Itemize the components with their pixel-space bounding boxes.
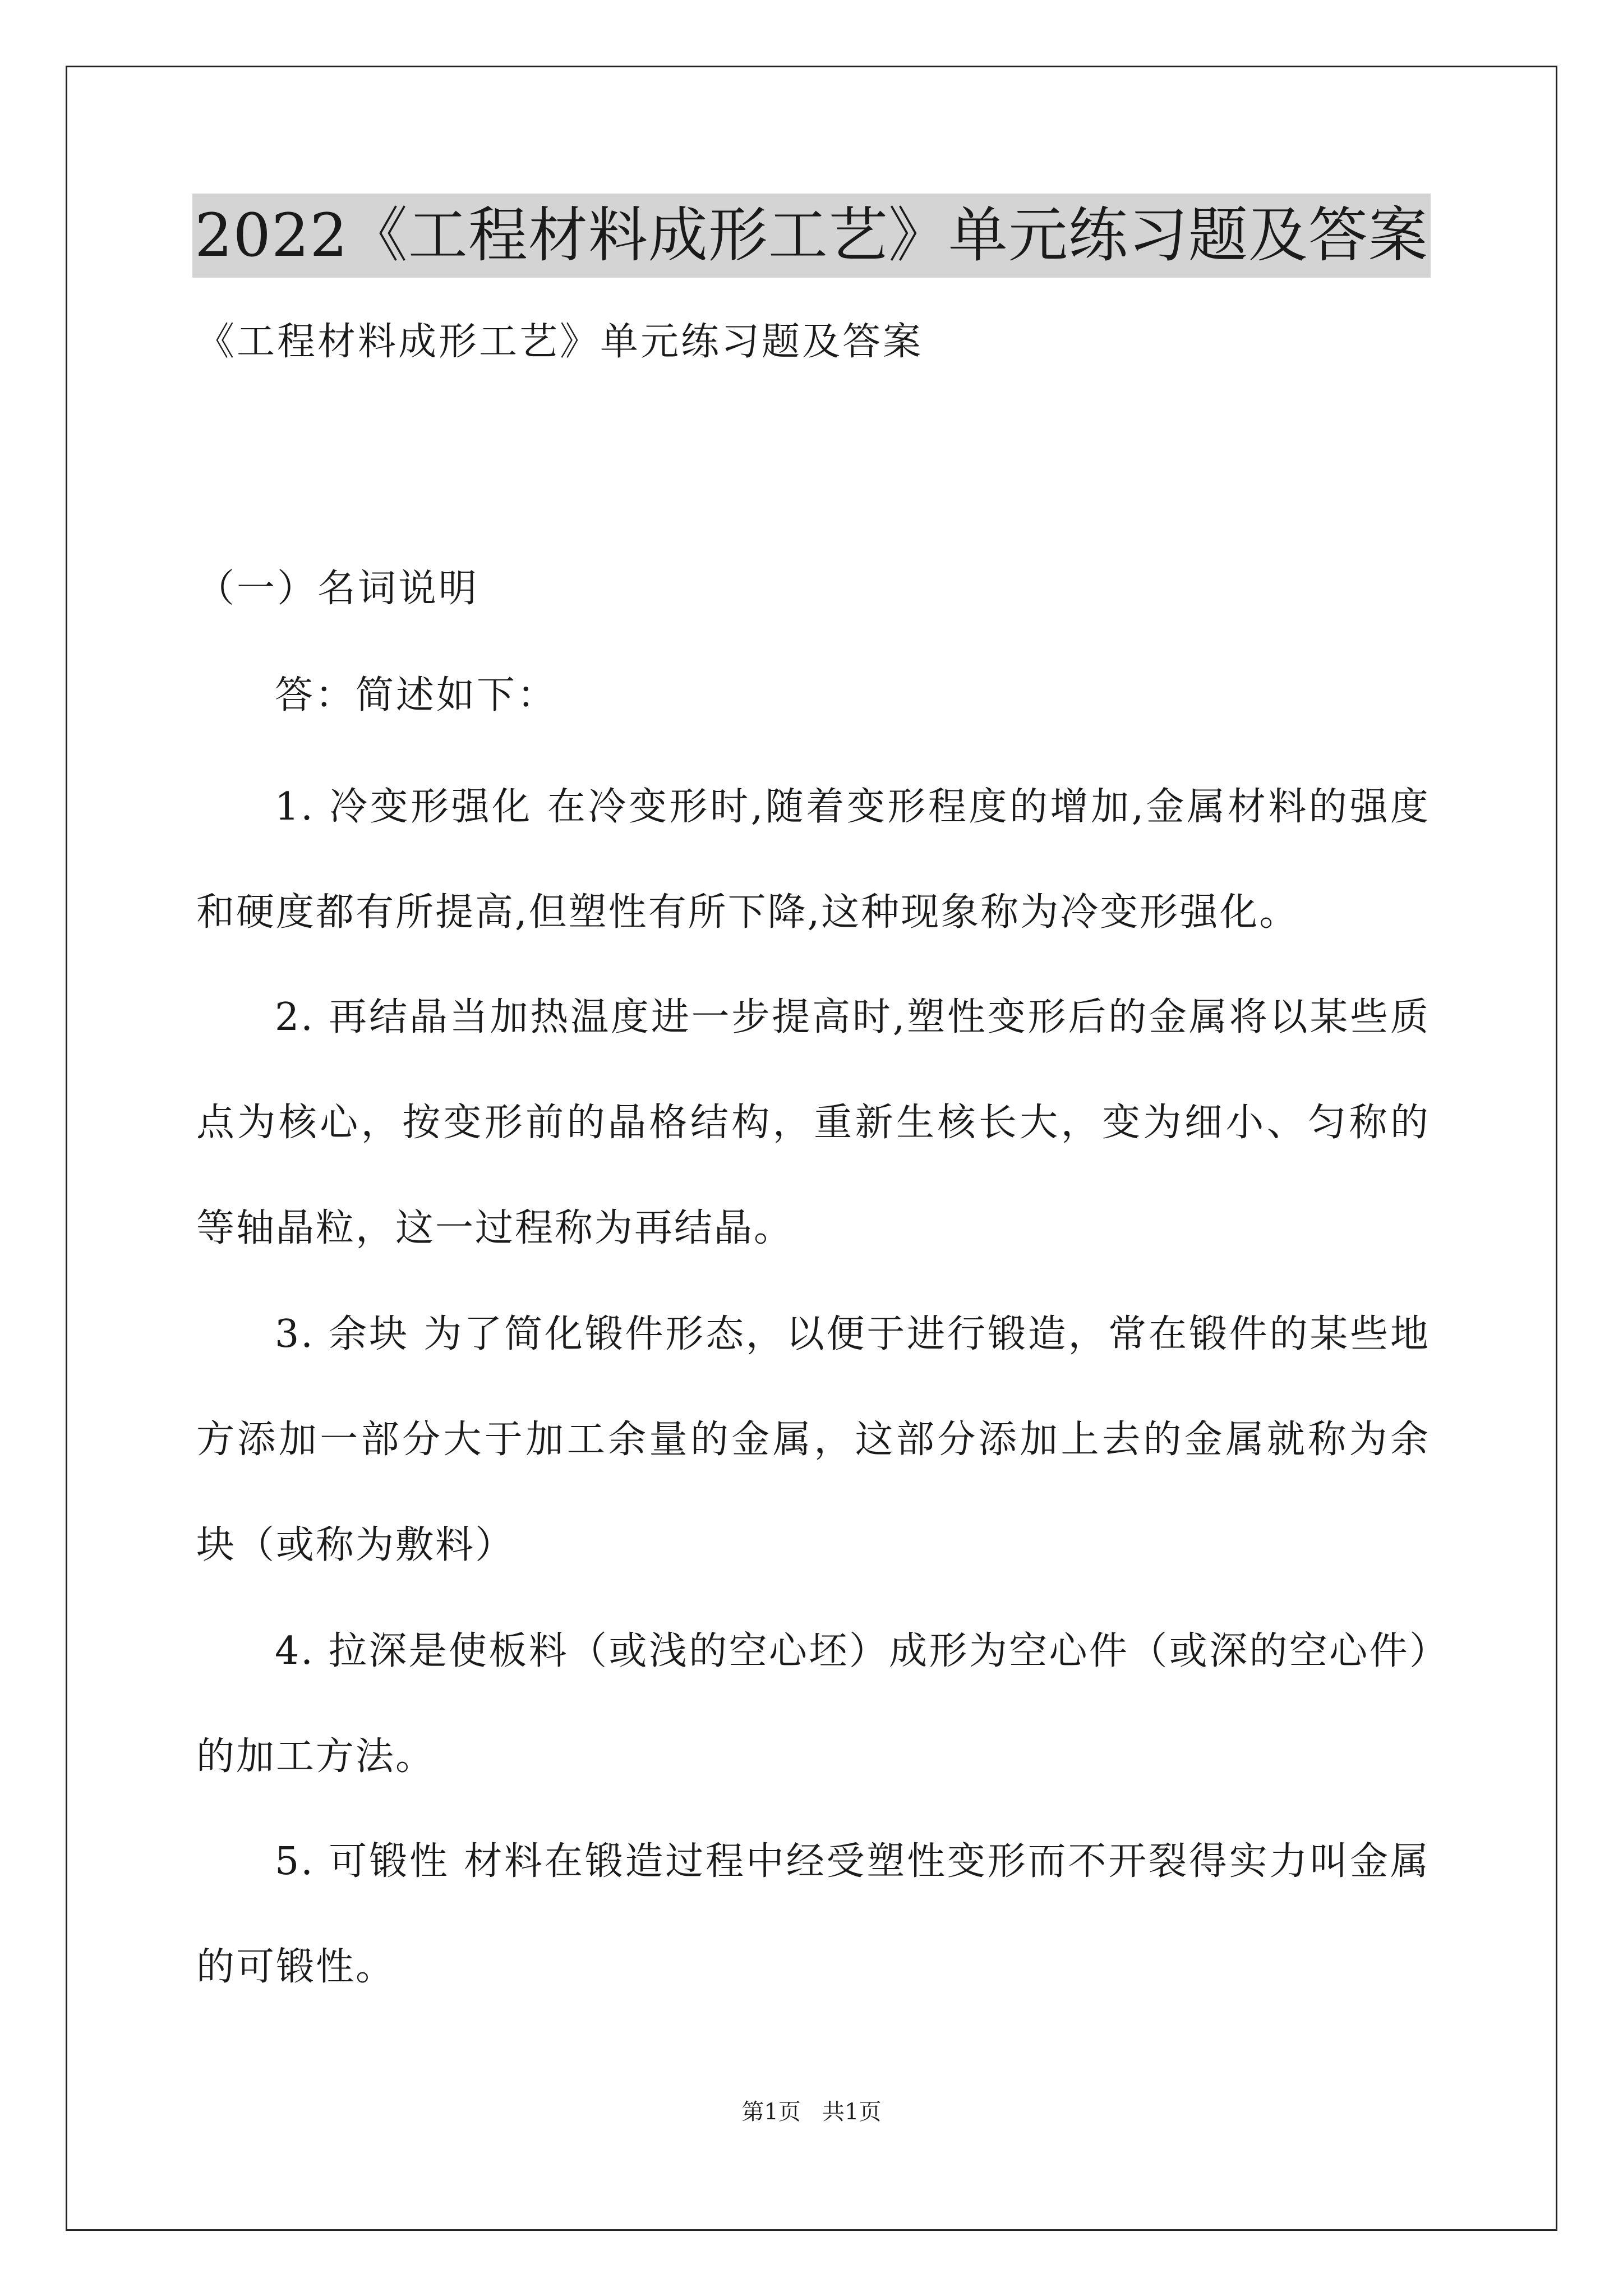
document-title: 2022《工程材料成形工艺》单元练习题及答案: [192, 194, 1431, 278]
definition-item-2: 2. 再结晶当加热温度进一步提高时,塑性变形后的金属将以某些质点为核心，按变形前的晶格结构，重新生核长大，变为细小、匀称的等轴晶粒，这一过程称为再结晶。: [196, 995, 1430, 1250]
title-container: [0, 194, 1623, 278]
document-subtitle: 《工程材料成形工艺》单元练习题及答案: [196, 320, 924, 364]
definition-item-5: 5. 可锻性 材料在锻造过程中经受塑性变形而不开裂得实力叫金属的可锻性。: [196, 1839, 1430, 1989]
answer-lead: 答：简述如下：: [275, 673, 558, 717]
definition-item-4: 4. 拉深是使板料（或浅的空心坯）成形为空心件（或深的空心件）的加工方法。: [196, 1629, 1430, 1779]
definition-item-1: 1. 冷变形强化 在冷变形时,随着变形程度的增加,金属材料的强度和硬度都有所提高,但塑性有所下降,这种现象称为冷变形强化。: [196, 785, 1430, 935]
section-heading: （一）名词说明: [196, 567, 479, 611]
page-footer: 第1页 共1页: [741, 2099, 882, 2125]
definition-item-3: 3. 余块 为了简化锻件形态，以便于进行锻造，常在锻件的某些地方添加一部分大于加工余量的金属，这部分添加上去的金属就称为余块（或称为敷料）: [196, 1312, 1430, 1567]
